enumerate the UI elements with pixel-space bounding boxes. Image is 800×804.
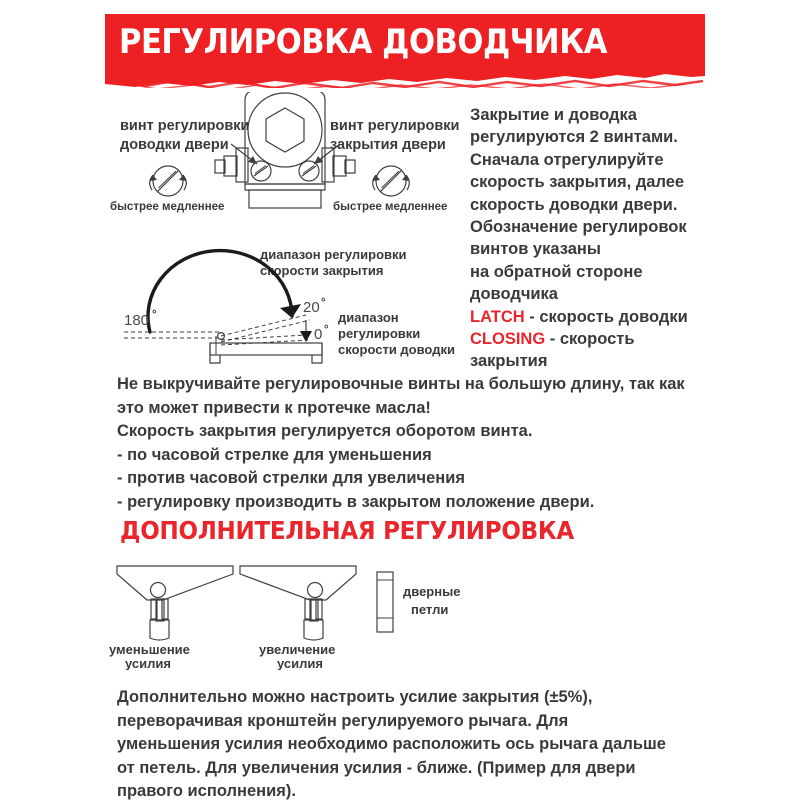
right-text-line-5: Обозначение регулировок — [470, 218, 687, 237]
left-screw-rotation-icon — [150, 166, 187, 196]
latch-range-wedge — [221, 315, 310, 345]
right-text-line-6: винтов указаны — [470, 240, 601, 259]
mid-text-line-3: - по часовой стрелке для уменьшения — [117, 445, 432, 464]
mid-text-line-2: Скорость закрытия регулируется оборотом винта. — [117, 422, 533, 440]
bottom-text-line-3: от петель. Для увеличения усилия - ближе. (Пример для двери — [117, 758, 636, 777]
angle-20-label: 20 — [303, 299, 320, 316]
latch-range-label-line2: регулировки — [338, 326, 421, 341]
mid-text-line-4: - против часовой стрелки для увеличения — [117, 469, 466, 487]
right-text-line-4: скорость доводки двери. — [470, 195, 678, 214]
latch-range-label-line1: диапазон — [338, 310, 399, 325]
angle-0-degree-sign: ° — [324, 324, 329, 336]
bottom-text-line-1: переворачивая кронштейн регулируемого рычага. Для — [117, 711, 569, 730]
left-slower-label: медленнее — [162, 201, 225, 213]
additional-adjustment-heading: ДОПОЛНИТЕЛЬНАЯ РЕГУЛИРОВКА — [120, 516, 574, 545]
arc-diagram-svg — [110, 232, 460, 370]
closing-term: CLOSING — [470, 330, 546, 349]
bracket-reduce-force — [117, 566, 233, 640]
middle-instructions-text — [117, 373, 717, 514]
latch-term: LATCH — [470, 307, 525, 326]
closing-range-label-line2: скорости закрытия — [260, 263, 384, 278]
closer-diagram-svg — [100, 92, 470, 227]
bracket-increase-force — [240, 566, 356, 640]
latch-definition — [470, 306, 792, 328]
increase-force-caption-line2: усилия — [277, 656, 323, 670]
left-screw-label-line2: доводки двери — [120, 137, 229, 153]
mid-text-line-5: - регулировку производить в закрытом положение двери. — [117, 492, 595, 511]
right-text-line-8: доводчика — [470, 285, 558, 304]
bottom-text-line-4: правого исполнения). — [117, 782, 296, 800]
reduce-force-caption-line2: усилия — [125, 656, 171, 670]
right-text-line-0: Закрытие и доводка — [470, 106, 637, 124]
right-screw-label-line1: винт регулировки — [330, 118, 460, 134]
left-faster-label: быстрее — [110, 201, 159, 213]
mid-text-line-1: это может привести к протечке масла! — [117, 398, 431, 417]
angle-180-label: 180 — [124, 312, 150, 329]
door-hinge-icon — [377, 572, 393, 632]
angle-180-reference — [124, 332, 222, 338]
right-text-line-7: на обратной стороне — [470, 262, 643, 281]
angle-0-label: 0 — [314, 326, 323, 343]
closing-definition — [470, 328, 792, 350]
closing-range-label-line1: диапазон регулировки — [260, 247, 407, 262]
left-pointer-arrow — [231, 144, 257, 164]
title-banner — [105, 14, 705, 88]
right-text-line-2: Сначала отрегулируйте — [470, 150, 664, 169]
increase-force-caption-line1: увеличение — [259, 642, 336, 657]
bottom-text-line-2: уменьшения усилия необходимо расположить ось рычага дальше — [117, 735, 666, 753]
reduce-force-caption-line1: уменьшение — [109, 642, 190, 657]
swing-range-diagram — [110, 232, 460, 375]
closing-description-line2: закрытия — [470, 352, 548, 371]
closer-body-diagram — [100, 92, 470, 232]
right-slower-label: медленнее — [385, 201, 448, 213]
right-instructions-text — [470, 104, 792, 373]
right-text-line-3: скорость закрытия, далее — [470, 173, 685, 192]
latch-arrow — [300, 320, 312, 342]
bracket-diagram-svg — [103, 558, 503, 670]
bottom-instructions-text — [117, 686, 727, 804]
closing-description: - скорость — [545, 330, 635, 349]
right-text-line-1: регулируются 2 винтами. — [470, 128, 678, 147]
mid-text-line-0: Не выкручивайте регулировочные винты на большую длину, так как — [117, 375, 685, 393]
angle-180-degree-sign: ° — [152, 309, 157, 321]
angle-20-degree-sign: ° — [321, 297, 326, 309]
banner-title: РЕГУЛИРОВКА ДОВОДЧИКА — [119, 22, 607, 62]
hinge-label-line1: дверные — [403, 584, 461, 599]
bottom-text-line-0: Дополнительно можно настроить усилие закрытия (±5%), — [117, 688, 593, 706]
hinge-label-line2: петли — [411, 602, 449, 617]
latch-range-label-line3: скорости доводки — [338, 342, 455, 357]
left-screw-label-line1: винт регулировки — [120, 118, 250, 134]
bracket-diagram — [103, 558, 503, 675]
right-screw-label-line2: закрытия двери — [330, 137, 446, 153]
right-screw-rotation-icon — [373, 166, 410, 196]
latch-description: - скорость доводки — [524, 307, 688, 326]
right-faster-label: быстрее — [333, 201, 382, 213]
